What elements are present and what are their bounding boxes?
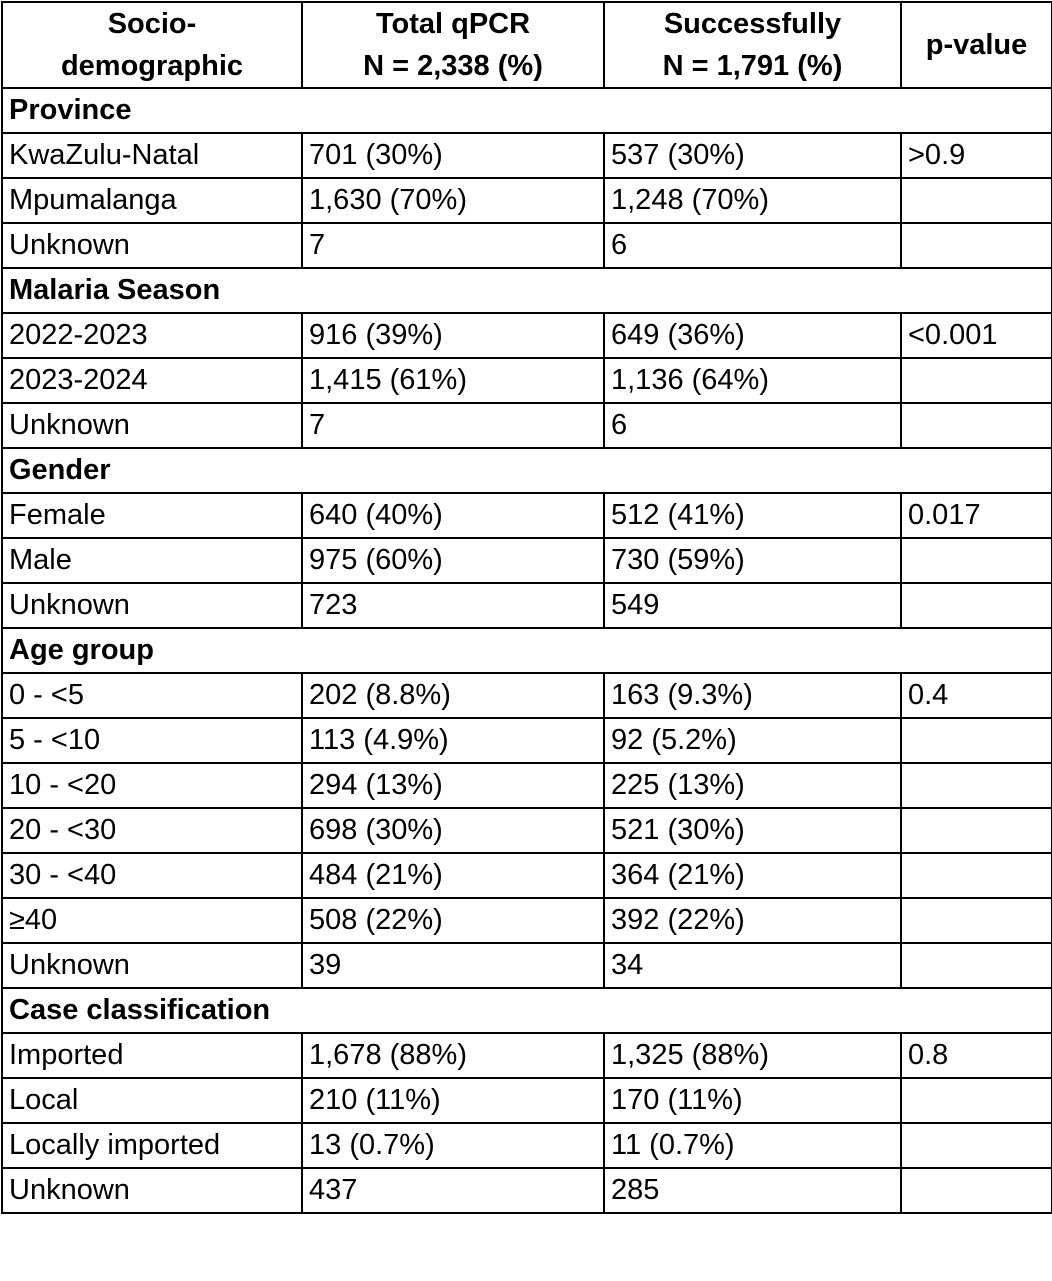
row-label: 0 - <5: [2, 673, 302, 718]
table-row: [2, 358, 1052, 403]
row-label: Local: [2, 1078, 302, 1123]
group-row-gender: [2, 448, 1052, 493]
col-header-pvalue: p-value: [901, 2, 1052, 88]
col-header-socio-line1: Socio-: [107, 8, 197, 40]
group-row-malaria-season: [2, 268, 1052, 313]
row-label: ≥40: [2, 898, 302, 943]
total-qpcr-cell: 202 (8.8%): [302, 673, 604, 718]
total-qpcr-cell: 437: [302, 1168, 604, 1213]
successfully-cell: 537 (30%): [604, 133, 901, 178]
row-label: Unknown: [2, 943, 302, 988]
p-value-cell: [901, 583, 1052, 628]
p-value-cell: [901, 1078, 1052, 1123]
total-qpcr-cell: 294 (13%): [302, 763, 604, 808]
table-row: [2, 223, 1052, 268]
p-value-cell: [901, 808, 1052, 853]
total-qpcr-cell: 640 (40%): [302, 493, 604, 538]
row-label: 2022-2023: [2, 313, 302, 358]
successfully-cell: 649 (36%): [604, 313, 901, 358]
successfully-cell: 11 (0.7%): [604, 1123, 901, 1168]
p-value-cell: 0.017: [901, 493, 1052, 538]
row-label: 5 - <10: [2, 718, 302, 763]
p-value-cell: [901, 538, 1052, 583]
table-row: [2, 763, 1052, 808]
p-value-cell: [901, 403, 1052, 448]
total-qpcr-cell: 1,415 (61%): [302, 358, 604, 403]
successfully-cell: 549: [604, 583, 901, 628]
table-row: [2, 583, 1052, 628]
p-value-cell: [901, 1168, 1052, 1213]
col-header-socio-line2: demographic: [60, 50, 244, 82]
successfully-cell: 6: [604, 223, 901, 268]
row-label: Unknown: [2, 223, 302, 268]
p-value-cell: [901, 853, 1052, 898]
successfully-cell: 392 (22%): [604, 898, 901, 943]
total-qpcr-cell: 701 (30%): [302, 133, 604, 178]
total-qpcr-cell: 1,630 (70%): [302, 178, 604, 223]
table-row: [2, 313, 1052, 358]
table-row: [2, 538, 1052, 583]
group-label: Gender: [2, 448, 1052, 493]
successfully-cell: 521 (30%): [604, 808, 901, 853]
row-label: 10 - <20: [2, 763, 302, 808]
col-header-success: [604, 2, 901, 88]
group-row-age-group: [2, 628, 1052, 673]
col-header-success-line1: Successfully: [663, 8, 842, 40]
row-label: Unknown: [2, 1168, 302, 1213]
col-header-total-line1: Total qPCR: [375, 8, 531, 40]
successfully-cell: 1,136 (64%): [604, 358, 901, 403]
table-row: [2, 1168, 1052, 1213]
p-value-cell: 0.8: [901, 1033, 1052, 1078]
row-label: Imported: [2, 1033, 302, 1078]
col-header-total-line2: N = 2,338 (%): [363, 50, 543, 82]
total-qpcr-cell: 210 (11%): [302, 1078, 604, 1123]
total-qpcr-cell: 113 (4.9%): [302, 718, 604, 763]
total-qpcr-cell: 723: [302, 583, 604, 628]
successfully-cell: 225 (13%): [604, 763, 901, 808]
row-label: Male: [2, 538, 302, 583]
table-row: [2, 943, 1052, 988]
total-qpcr-cell: 13 (0.7%): [302, 1123, 604, 1168]
group-label: Age group: [2, 628, 1052, 673]
table-row: [2, 178, 1052, 223]
total-qpcr-cell: 1,678 (88%): [302, 1033, 604, 1078]
total-qpcr-cell: 484 (21%): [302, 853, 604, 898]
successfully-cell: 163 (9.3%): [604, 673, 901, 718]
total-qpcr-cell: 916 (39%): [302, 313, 604, 358]
group-label: Case classification: [2, 988, 1052, 1033]
row-label: Female: [2, 493, 302, 538]
row-label: Mpumalanga: [2, 178, 302, 223]
p-value-cell: [901, 178, 1052, 223]
p-value-cell: [901, 943, 1052, 988]
sociodemographic-table: [1, 1, 1052, 1214]
total-qpcr-cell: 7: [302, 223, 604, 268]
p-value-cell: [901, 898, 1052, 943]
row-label: Unknown: [2, 583, 302, 628]
total-qpcr-cell: 7: [302, 403, 604, 448]
successfully-cell: 364 (21%): [604, 853, 901, 898]
total-qpcr-cell: 508 (22%): [302, 898, 604, 943]
p-value-cell: [901, 1123, 1052, 1168]
p-value-cell: >0.9: [901, 133, 1052, 178]
group-row-province: [2, 88, 1052, 133]
col-header-socio: [2, 2, 302, 88]
table-row: [2, 673, 1052, 718]
p-value-cell: [901, 358, 1052, 403]
successfully-cell: 512 (41%): [604, 493, 901, 538]
row-label: 30 - <40: [2, 853, 302, 898]
group-label: Malaria Season: [2, 268, 1052, 313]
table-header: [2, 2, 1052, 88]
header-row: [2, 2, 1052, 88]
successfully-cell: 730 (59%): [604, 538, 901, 583]
successfully-cell: 285: [604, 1168, 901, 1213]
successfully-cell: 92 (5.2%): [604, 718, 901, 763]
p-value-cell: [901, 718, 1052, 763]
table-row: [2, 718, 1052, 763]
table-body: [2, 88, 1052, 1213]
col-header-total: [302, 2, 604, 88]
table-row: [2, 853, 1052, 898]
p-value-cell: [901, 223, 1052, 268]
row-label: Locally imported: [2, 1123, 302, 1168]
row-label: Unknown: [2, 403, 302, 448]
p-value-cell: <0.001: [901, 313, 1052, 358]
successfully-cell: 34: [604, 943, 901, 988]
table-row: [2, 493, 1052, 538]
successfully-cell: 170 (11%): [604, 1078, 901, 1123]
table-row: [2, 898, 1052, 943]
row-label: 20 - <30: [2, 808, 302, 853]
row-label: 2023-2024: [2, 358, 302, 403]
table-row: [2, 1123, 1052, 1168]
total-qpcr-cell: 39: [302, 943, 604, 988]
table-row: [2, 808, 1052, 853]
successfully-cell: 1,325 (88%): [604, 1033, 901, 1078]
table-row: [2, 1078, 1052, 1123]
table-row: [2, 1033, 1052, 1078]
p-value-cell: [901, 763, 1052, 808]
col-header-success-line2: N = 1,791 (%): [662, 50, 843, 82]
group-label: Province: [2, 88, 1052, 133]
table-row: [2, 133, 1052, 178]
successfully-cell: 1,248 (70%): [604, 178, 901, 223]
successfully-cell: 6: [604, 403, 901, 448]
p-value-cell: 0.4: [901, 673, 1052, 718]
row-label: KwaZulu-Natal: [2, 133, 302, 178]
group-row-case-classification: [2, 988, 1052, 1033]
table-row: [2, 403, 1052, 448]
total-qpcr-cell: 975 (60%): [302, 538, 604, 583]
total-qpcr-cell: 698 (30%): [302, 808, 604, 853]
